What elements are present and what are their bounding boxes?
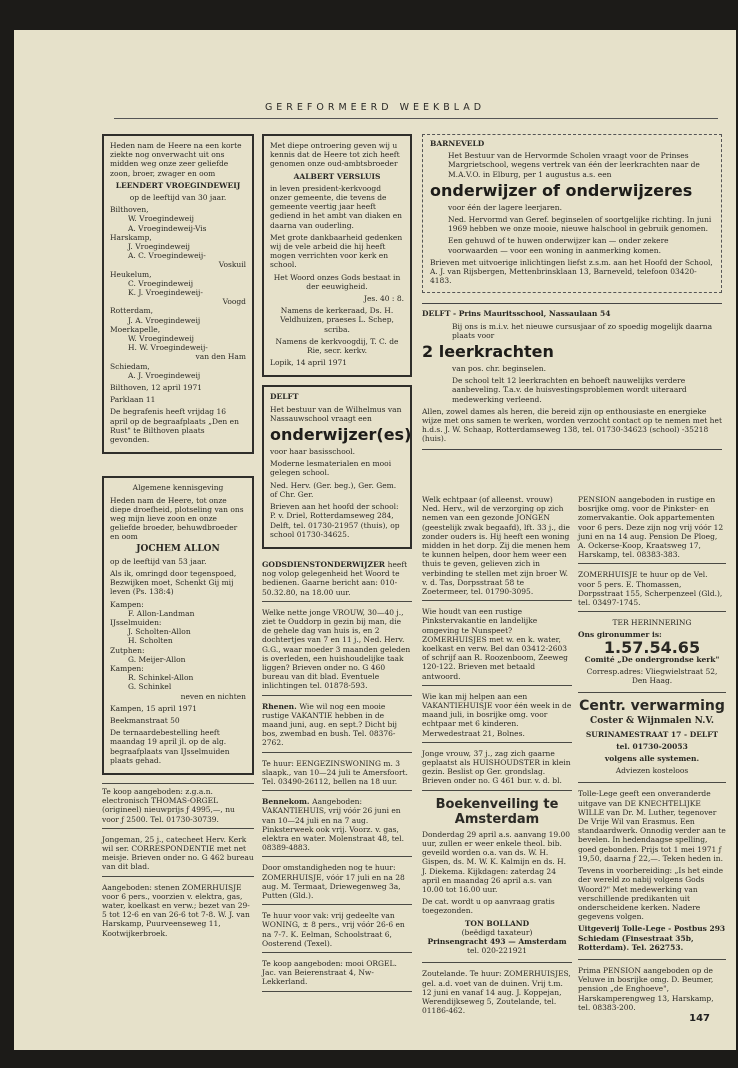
ad-text: Te huur voor vak: vrij gedeelte van WONING, ± 8 pers., vrij vóór 26-6 en na 7-7. K. Eelman, Schoolstraat 6, Oosterend (Texel). [262,911,405,948]
ad-text: Te huur: EENGEZINSWONING m. 3 slaapk., van 10—24 juli te Amersfoort. Tel. 03490-26112, bellen na 18 uur. [262,758,408,786]
notice-body: in leven president-kerkvoogd onzer gemeente, die tevens de gemeente veertig jaar heeft gediend in het ambt van diaken en daarna van ouderling. [270,183,403,230]
notice-verse: Als ik, omringd door tegenspoed, Bezwijken moet, Schenkt Gij mij leven (Ps. 138:4) [110,568,237,597]
notice-funeral: De begrafenis heeft vrijdag 16 april op de begraafplaats „Den en Rust" te Bilthoven plaats gevonden. [110,407,239,445]
family-entry: van den Ham [195,352,246,362]
heating-title: Centr. verwarming [579,698,725,715]
ad-verzorging-jongen: Welk echtpaar (of alleenst. vrouw) Ned. Herv., wil de verzorging op zich nemen van een gezonde JONGEN (geestelijk zwak begaafd), lft. 33 j., die zonder ouders is. Hij heeft een woning midden in het dorp. Zij die menen hem te kunnen helpen, door hem weer een thuis te geven, gelieven zich in verbinding te stellen met zijn broer W. v. d. Tas, Dorpsstraat 58 te Zoetermeer, tel. 01790-3095. [422,492,572,601]
notice-address: Parklaan 11 [110,395,156,405]
vacancy-letters: Brieven met uitvoerige inlichtingen liefst z.s.m. aan het Hoofd der School, A. J. van Rijsbergen, Mettenbrinsklaan 13, Barneveld, telefoon 03420-4183. [430,257,713,286]
vacancy-text: Bij ons is m.i.v. het nieuwe cursusjaar of zo spoedig mogelijk daarna plaats voor [452,321,713,340]
ad-huishoudster: Jonge vrouw, 37 j., zag zich gaarne geplaatst als HUISHOUDSTER in klein gezin. Beslist op Ger. grondslag. Brieven onder no. G 461 bur. v. d. bl. [422,746,572,791]
family-entry: IJsselmuiden: [110,617,162,627]
vacancy-title: 2 leerkrachten [422,342,554,362]
family-entry: Kampen: [110,599,144,609]
notice-body-2: Met grote dankbaarheid gedenken wij de vele arbeid die hij heeft mogen verrichten voor kerk en school. [270,232,403,270]
section-rule [422,449,722,450]
column-3-wide [422,134,722,455]
ad-heading: GODSDIENSTONDERWIJZER [262,559,388,569]
tolle-lege-ad [578,786,726,959]
vacancy-line-2: Een gehuwd of te huwen onderwijzer kan — onder zekere voorwaarden — voor een woning in aanmerking komen. [448,236,669,255]
classified-ad [262,908,412,953]
family-entry: J. Scholten-Allon [128,627,191,637]
section-rule [422,303,722,304]
reminder-org: Comité „De ondergrondse kerk" [584,654,720,664]
notice-signature-2: Namens de kerkvoogdij, T. C. de Rie, secr. kerkv. [275,336,399,356]
ad-zoutelande: Zoutelande. Te huur: ZOMERHUISJES, gel. a.d. voet van de duinen. Vrij t.m. 12 juni en vanaf 14 aug. J. Koppejan, Werendijkseweg 5, Zoutelande, tel. 01186-462. [422,969,571,1016]
notice-intro: Heden nam de Heere na een korte ziekte nog onverwacht uit ons midden weg onze zeer geliefde zoon, broer, zwager en oom [110,141,242,178]
vacancy-line-1: Moderne lesmaterialen en mooi gelegen school. [270,459,392,478]
family-entry: C. Vroegindeweij [128,278,194,288]
auction-address: Prinsengracht 493 — Amsterdam [427,936,567,946]
family-entry: A. Vroegindeweij-Vis [128,223,207,233]
notice-quote-ref: Jes. 40 : 8. [363,294,404,304]
classified-ad [262,794,412,857]
family-entry: J. A. Vroegindeweij [128,315,201,325]
vacancy-line-2: Ned. Herv. (Ger. beg.), Ger. Gem. of Chr. Ger. [270,480,397,499]
column-4 [578,492,726,1019]
notice-place: Kampen, 15 april 1971 [110,703,198,713]
column-1 [102,134,254,945]
vacancy-title: onderwijzer(es) [270,425,412,445]
vacancy-text: Het bestuur van de Wilhelmus van Nassauwschool vraagt een [270,404,402,423]
auction-name: TON BOLLAND [464,918,530,928]
notice-quote: Het Woord onzes Gods bestaat in der eeuwigheid. [273,272,401,291]
heating-address: SURINAMESTRAAT 17 - DELFT [585,729,719,739]
vacancy-head: BARNEVELD [430,139,485,148]
auction-notice [422,794,572,964]
heating-advice: Adviezen kosteloos [615,766,689,776]
deceased-age: op de leeftijd van 53 jaar. [110,556,207,566]
reminder-sub: Ons gironummer is: [578,630,662,640]
family-entry: K. J. Vroegindeweij- [128,288,203,298]
deceased-name: LEENDERT VROEGINDEWEIJ [115,180,241,190]
ad-zomerhuisje: Aangeboden: stenen ZOMERHUISJE voor 6 pers., voorzien v. elektra, gas, water, koelkast en verw.; bezet van 29-5 tot 12-6 en van 26-6 tot 7-8. W. J. van Harskamp, Puurveenseweg 11, Kootwijkerbroek. [102,882,250,938]
vacancy-subtitle: van pos. chr. beginselen. [452,364,547,374]
death-notice-allon [102,476,254,775]
family-list [110,600,246,701]
ad-heading: Rhenen. [262,701,300,711]
classified-ad [262,860,412,905]
reminder-address: Corresp.adres: Vliegwielstraat 52, Den Haag. [586,667,718,686]
ad-text: Door omstandigheden nog te huur: ZOMERHUISJE, vóór 17 juli en na 28 aug. M. Termaat, Driewegenweg 3a, Putten (Gld.). [262,863,405,900]
reminder-head: TER HERINNERING [612,618,692,628]
auction-title: Boekenveiling te Amsterdam [435,796,559,827]
family-entry: A. C. Vroegindeweij- [128,251,206,261]
column-2 [262,134,412,995]
family-entry: W. Vroegindeweij [128,334,194,344]
vacancy-title: onderwijzer of onderwijzeres [430,180,693,200]
family-entry: Bilthoven, [110,205,149,215]
page-number: 147 [689,1013,710,1024]
auction-tel: tel. 020-221921 [466,946,528,956]
vacancy-letters: Allen, zowel dames als heren, die bereid zijn op enthousiaste en energieke wijze met ons samen te werken, worden verzocht contact op te nemen met het h.d.s. J. W. Schaap, Rotterdamseweg 138, tel. 01730-34623 (school) -35218 (huis). [422,406,722,444]
masthead-rule [114,118,718,119]
column-2-ads [262,557,412,992]
vacancy-subtitle: voor haar basisschool. [270,447,356,457]
family-entry: G. Meijer-Allon [128,654,186,664]
ad-zomerhuisje-velu: ZOMERHUISJE te huur op de Vel. voor 5 pers. E. Thomassen, Dorpsstraat 155, Scherpenzeel (Gld.), tel. 03497-1745. [578,567,726,612]
family-entry: Rotterdam, [110,306,153,316]
classified-ad [262,557,412,602]
family-list [110,205,246,380]
masthead: GEREFORMEERD WEEKBLAD [264,102,486,113]
family-entry: Kampen: [110,663,144,673]
auction-role: (beëdigd taxateur) [461,927,533,937]
heating-company: Coster & Wijnmalen N.V. [590,716,714,727]
vacancy-head: DELFT - Prins Mauritsschool, Nassaulaan 54 [422,309,611,319]
reminder-notice [578,615,726,693]
family-entry: H. Scholten [128,636,173,646]
deceased-age: op de leeftijd van 30 jaar. [129,193,227,203]
notice-intro: Met diepe ontroering geven wij u kennis dat de Heere tot zich heeft genomen onze oud-ambtsbroeder [270,141,400,169]
family-entry: W. Vroegindeweij [128,214,194,224]
tolle-text-2: Tevens in voorbereiding: „Is het einde der wereld zo nabij volgens Gods Woord?" Met medewerking van verschillende predikanten uit onderscheidene kerken. Nadere gegevens volgen. [578,866,724,922]
ad-pinkstervakantie: Wie houdt van een rustige Pinkstervakantie en landelijke omgeving te Nunspeet? ZOMERHUISJES met w. en k. water, koelkast en verw. Bel dan 03412-2603 of schrijf aan R. Roozenboom, Zeeweg 120-122. Brieven met betaald antwoord. [422,604,572,686]
notice-header: Algemene kennisgeving [132,483,224,493]
classified-ad [262,605,412,696]
family-entry: A. J. Vroegindeweij [128,370,201,380]
notice-signature-1: Namens de kerkeraad, Ds. H. Veldhuizen, praeses L. Schep, scriba. [280,306,394,334]
vacancy-line-1: Ned. Hervormd van Geref. beginselen of soortgelijke richting. In juni 1969 hebben we onze mooie, nieuwe halschool in gebruik genomen. [448,215,712,234]
vacancy-line-1: De school telt 12 leerkrachten en behoeft nauwelijks verdere aanbeveling. T.a.v. de huisvestingsproblemen wordt uiteraard medewerking verleend. [452,376,687,404]
vacancy-head: DELFT [270,392,299,402]
family-entry: Moerkapelle, [110,324,161,334]
ad-heading: Bennekom. [262,797,313,807]
family-entry: Zutphen: [110,645,145,655]
classified-ad [262,699,412,753]
deceased-name: AALBERT VERSLUIS [293,171,381,181]
column-3-narrow [422,492,572,1022]
vacancy-barneveld [422,134,722,293]
notice-place: Lopik, 14 april 1971 [270,358,348,368]
family-entry: Schiedam, [110,361,150,371]
vacancy-letters: Brieven aan het hoofd der school: P. v. Driel, Rotterdamseweg 284, Delft, tel. 01730-21957 (thuis), op school 01730-34625. [270,502,400,539]
classified-ad [262,956,412,992]
family-entry: neven en nichten [180,691,246,701]
family-entry: J. Vroegindeweij [128,242,190,252]
ad-text: Te koop aangeboden: mooi ORGEL. Jac. van Beierenstraat 4, Nw-Lekkerland. [262,959,397,987]
vacancy-delft-wilhelmus [262,385,412,548]
auction-text-2: De cat. wordt u op aanvraag gratis toegezonden. [422,897,555,916]
family-entry: F. Allon-Landman [128,608,195,618]
notice-address: Beekmanstraat 50 [110,715,180,725]
notice-place: Bilthoven, 12 april 1971 [110,383,202,393]
ad-text: Welke nette jonge VROUW, 30—40 j., ziet te Ouddorp in gezin bij man, die de gehele dag van huis is, en 2 dochtertjes van 7 en 11 j., Ned. Herv. G.G., waar moeder 3 maanden geleden is overleden, een huishoudelijke taak liggen? Brieven onder no. G 460 bureau van dit blad. Eventuele inlichtingen tel. 01878-593. [262,607,411,691]
vacancy-delft-prins-maurits [422,309,722,443]
auction-text: Donderdag 29 april a.s. aanvang 19.00 uur, zullen er weer enkele theol. bib. geveild worden o.a. van ds. W. H. Gispen, ds. M. W. K. Kalmijn en ds. H. J. Diekema. Kijkdagen: zaterdag 24 april en maandag 26 april a.s. van 10.00 tot 16.00 uur. [422,829,571,894]
tolle-publisher: Uitgeverij Tolle-Lege - Postbus 293 Schiedam (Finsestraat 35b, Rotterdam). Tel. 262753. [578,924,726,952]
ad-text: heeft nog volop gelegenheid het Woord te bedienen. Gaarne bericht aan: 010-50.32.80, na 18.00 uur. [262,559,408,597]
deceased-name: JOCHEM ALLON [136,543,220,554]
ad-text: Aangeboden: VAKANTIEHUIS, vrij vóór 26 juni en van 10—24 juli en na 7 aug. Pinksterweek ook vrij. Voorz. v. gas, elektra en water. Molenstraat 48, tel. 08389-4883. [262,797,404,853]
heating-systems: volgens alle systemen. [604,754,700,764]
family-entry: G. Schinkel [128,682,172,692]
family-entry: Harskamp, [110,232,152,242]
death-notice-versluis [262,134,412,377]
family-entry: H. W. Vroegindeweij- [128,343,208,353]
notice-intro: Heden nam de Heere, tot onze diepe droefheid, plotseling van ons weg mijn lieve zoon en onze geliefde broeder, behuwdbroeder en oom [110,495,244,542]
family-entry: Voogd [222,297,246,307]
ad-thomas-orgel: Te koop aangeboden: z.g.a.n. electronisch THOMAS-ORGEL (origineel) nieuwprijs ƒ 4995,—, nu voor ƒ 2500. Tel. 01730-30739. [102,783,254,829]
ad-text: Wie wil nog een mooie rustige VAKANTIE hebben in de maand juni, aug. en sept.? Dicht bij bos, zwembad en bush. Tel. 08376-2762. [262,701,398,748]
ad-pension: PENSION aangeboden in rustige en bosrijke omg. voor de Pinkster- en zomervakantie. Ook appartementen voor 6 pers. Deze zijn nog vrij vóór 12 juni en na 14 aug. Pension De Ploeg, A. Ockerse-Koop, Kraatsweg 17, Harskamp, tel. 08383-383. [578,492,726,564]
tolle-text: Tolle-Lege geeft een onveranderde uitgave van DE KNECHTELIJKE WILLE van Dr. M. Luther, tegenover De Vrije Wil van Erasmus. Een standaardwerk. Onnodig verder aan te bevelen. In hedendaagse spelling, goed gebonden. Prijs tot 1 mei 1971 ƒ 19,50, daarna ƒ 22,—. Teken heden in. [578,789,726,863]
classified-ad [262,756,412,792]
heating-tel: tel. 01730-20053 [616,741,688,751]
ad-prima-pension: Prima PENSION aangeboden op de Veluwe in bosrijke omg. D. Beumer, pension „de Enghoeve", Harskamperengweg 13, Harskamp, tel. 08383-200. [578,965,714,1012]
vacancy-subtitle: voor één der lagere leerjaren. [448,202,562,212]
notice-funeral: De ternaardebestelling heeft maandag 19 april jl. op de alg. begraafplaats van IJsselmuiden plaats gehad. [110,728,230,765]
vacancy-text: Het Bestuur van de Hervormde Scholen vraagt voor de Prinses Margrietschool, wegens vertrek van één der leerkrachten naar de M.A.V.O. in Elburg, per 1 augustus a.s. een [448,151,700,179]
heating-ad [578,696,726,783]
family-entry: R. Schinkel-Allon [128,673,194,683]
newspaper-page [14,30,736,1050]
family-entry: Heukelum, [110,269,152,279]
ad-vakantiehuisje: Wie kan mij helpen aan een VAKANTIEHUISJE voor één week in de maand juli, in bosrijke omg. voor echtpaar met 6 kinderen. Merwedestraat 21, Bolnes. [422,689,572,743]
ad-correspondentie: Jongeman, 25 j., catecheet Herv. Kerk wil ser. CORRESPONDENTIE met net meisje. Brieven onder no. G 462 bureau van dit blad. [102,832,254,877]
death-notice-vroegindeweij [102,134,254,454]
family-entry: Voskuil [218,260,246,270]
giro-number: 1.57.54.65 [603,637,701,657]
